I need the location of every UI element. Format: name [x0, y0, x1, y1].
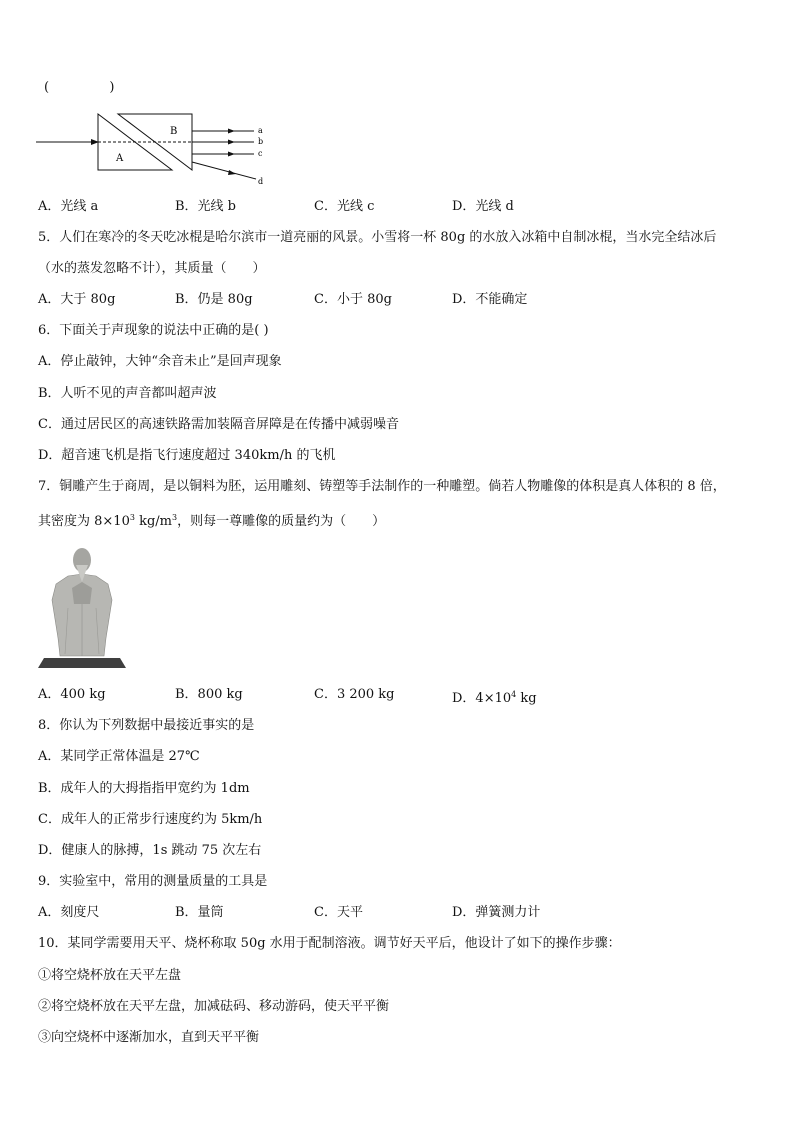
q8-option-d: D．健康人的脉搏，1s 跳动 75 次左右	[38, 843, 262, 858]
q6-option-b: B．人听不见的声音都叫超声波	[38, 386, 217, 401]
q7-option-a: A．400 kg	[38, 687, 106, 702]
q7-density-unit: kg/m	[134, 514, 172, 529]
paren-close: )	[109, 80, 115, 95]
q10-step-2: ②将空烧杯放在天平左盘，加减砝码、移动游码，使天平平衡	[38, 999, 390, 1014]
q7-option-d-unit: kg	[516, 691, 537, 706]
q5-option-a: A．大于 80g	[38, 292, 116, 307]
q4-option-b: B．光线 b	[175, 199, 237, 214]
q10-step-3: ③向空烧杯中逐渐加水，直到天平平衡	[38, 1030, 260, 1045]
q7-unit-exponent: 3	[171, 513, 178, 522]
ray-b-label: b	[258, 137, 264, 146]
q7-stem-tail: ，则每一尊雕像的质量约为（ ）	[177, 514, 386, 529]
q9-option-c: C．天平	[314, 905, 363, 920]
q4-option-a: A．光线 a	[38, 199, 99, 214]
q6-stem: 6．下面关于声现象的说法中正确的是( )	[38, 323, 269, 338]
paren-open: (	[44, 80, 50, 95]
q9-option-d: D．弹簧测力计	[452, 905, 541, 920]
q9-option-b: B．量筒	[175, 905, 224, 920]
q5-option-c: C．小于 80g	[314, 292, 392, 307]
q10-stem: 10．某同学需要用天平、烧杯称取 50g 水用于配制溶液。调节好天平后，他设计了如下的操作步骤：	[38, 936, 621, 951]
q7-option-b: B．800 kg	[175, 687, 243, 702]
ray-c-label: c	[258, 149, 263, 158]
q9-stem: 9．实验室中，常用的测量质量的工具是	[38, 874, 268, 889]
q4-option-c: C．光线 c	[314, 199, 375, 214]
q6-option-a: A．停止敲钟，大钟“余音未止”是回声现象	[38, 354, 282, 369]
q7-stem-line2	[38, 508, 385, 532]
prism-a-label: A	[116, 153, 124, 164]
q7-stem-line1: 7．铜雕产生于商周，是以铜料为胚，运用雕刻、铸塑等手法制作的一种雕塑。倘若人物雕像的体积是真人体积的 8 倍，	[38, 479, 726, 494]
q6-option-d: D．超音速飞机是指飞行速度超过 340km/h 的飞机	[38, 448, 336, 463]
ray-d-arrow	[228, 170, 236, 175]
q7-option-d-text: D．4×10	[452, 691, 512, 706]
q5-stem-line2: （水的蒸发忽略不计），其质量（ ）	[38, 261, 266, 276]
q8-option-c: C．成年人的正常步行速度约为 5km/h	[38, 812, 263, 827]
q8-option-b: B．成年人的大拇指指甲宽约为 1dm	[38, 781, 250, 796]
ray-d-label: d	[258, 177, 264, 186]
prism-ray-diagram	[36, 108, 276, 190]
q5-option-b: B．仍是 80g	[175, 292, 253, 307]
q8-stem: 8．你认为下列数据中最接近事实的是	[38, 718, 255, 733]
q8-option-a: A．某同学正常体温是 27℃	[38, 749, 200, 764]
statue-base	[38, 658, 126, 668]
answer-parentheses	[44, 80, 114, 95]
q7-option-d-exponent: 4	[511, 690, 517, 699]
q7-density-exponent: 3	[129, 513, 135, 522]
q4-option-d: D．光线 d	[452, 199, 514, 214]
q5-stem-line1: 5．人们在寒冷的冬天吃冰棍是哈尔滨市一道亮丽的风景。小雪将一杯 80g 的水放入冰箱中自制冰棍，当水完全结冰后	[38, 230, 717, 245]
q9-option-a: A．刻度尺	[38, 905, 100, 920]
ray-a-arrow	[228, 129, 235, 134]
bronze-statue-image	[38, 538, 126, 670]
q7-option-d	[452, 685, 537, 709]
q10-step-1: ①将空烧杯放在天平左盘	[38, 968, 182, 983]
q6-option-c: C．通过居民区的高速铁路需加装隔音屏障是在传播中减弱噪音	[38, 417, 399, 432]
ray-b-arrow	[228, 140, 235, 145]
ray-a-label: a	[258, 126, 263, 135]
ray-c-arrow	[228, 152, 235, 157]
q5-option-d: D．不能确定	[452, 292, 528, 307]
ray-d	[192, 162, 256, 179]
q7-option-c: C．3 200 kg	[314, 687, 395, 702]
q7-density-text: 其密度为 8×10	[38, 514, 130, 529]
prism-b-label: B	[170, 126, 178, 137]
